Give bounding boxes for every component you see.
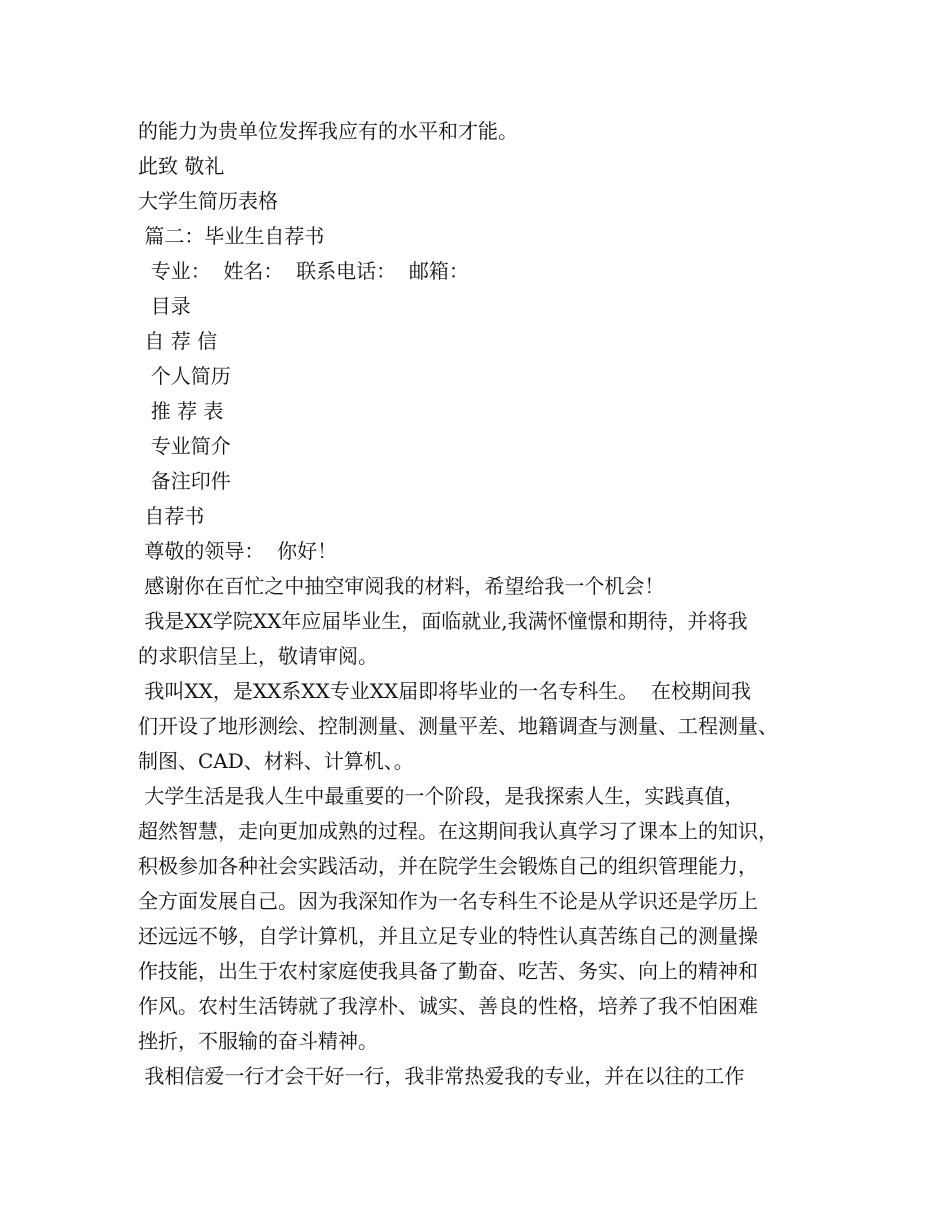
text-line: 们开设了地形测绘、控制测量、测量平差、地籍调查与测量、工程测量、 bbox=[138, 714, 778, 738]
toc-heading: 目录 bbox=[138, 294, 191, 318]
text-line: 超然智慧，走向更加成熟的过程。在这期间我认真学习了课本上的知识， bbox=[138, 819, 778, 843]
text-line: 的能力为贵单位发挥我应有的水平和才能。 bbox=[138, 119, 518, 143]
section-heading: 篇二：毕业生自荐书 bbox=[138, 224, 325, 248]
toc-item: 自 荐 信 bbox=[138, 329, 218, 353]
text-line: 的求职信呈上，敬请审阅。 bbox=[138, 644, 378, 668]
text-line: 作风。农村生活铸就了我淳朴、诚实、善良的性格，培养了我不怕困难 bbox=[138, 994, 758, 1018]
toc-item: 专业简介 bbox=[138, 434, 231, 458]
letter-heading: 自荐书 bbox=[138, 504, 205, 528]
text-line: 此致 敬礼 bbox=[138, 154, 225, 178]
salutation: 尊敬的领导： 你好！ bbox=[138, 539, 338, 563]
text-line: 挫折，不服输的奋斗精神。 bbox=[138, 1029, 378, 1053]
text-line: 我叫XX，是XX系XX专业XX届即将毕业的一名专科生。 在校期间我 bbox=[138, 679, 751, 703]
text-line: 感谢你在百忙之中抽空审阅我的材料，希望给我一个机会！ bbox=[138, 574, 665, 598]
toc-item: 个人简历 bbox=[138, 364, 231, 388]
text-line: 作技能，出生于农村家庭使我具备了勤奋、吃苦、务实、向上的精神和 bbox=[138, 959, 758, 983]
text-line: 我相信爱一行才会干好一行，我非常热爱我的专业，并在以往的工作 bbox=[138, 1064, 745, 1088]
text-line: 大学生活是我人生中最重要的一个阶段，是我探索人生，实践真值， bbox=[138, 784, 745, 808]
text-line: 还远远不够，自学计算机，并且立足专业的特性认真苦练自己的测量操 bbox=[138, 924, 758, 948]
text-line: 我是XX学院XX年应届毕业生，面临就业,我满怀憧憬和期待，并将我 bbox=[138, 609, 748, 633]
text-line: 全方面发展自己。因为我深知作为一名专科生不论是从学识还是学历上 bbox=[138, 889, 758, 913]
contact-fields-line: 专业： 姓名： 联系电话： 邮箱： bbox=[138, 259, 469, 283]
toc-item: 备注印件 bbox=[138, 469, 231, 493]
text-line: 大学生简历表格 bbox=[138, 189, 278, 213]
text-line: 积极参加各种社会实践活动，并在院学生会锻炼自己的组织管理能力， bbox=[138, 854, 758, 878]
text-line: 制图、CAD、材料、计算机、。 bbox=[138, 749, 414, 773]
toc-item: 推 荐 表 bbox=[138, 399, 224, 423]
